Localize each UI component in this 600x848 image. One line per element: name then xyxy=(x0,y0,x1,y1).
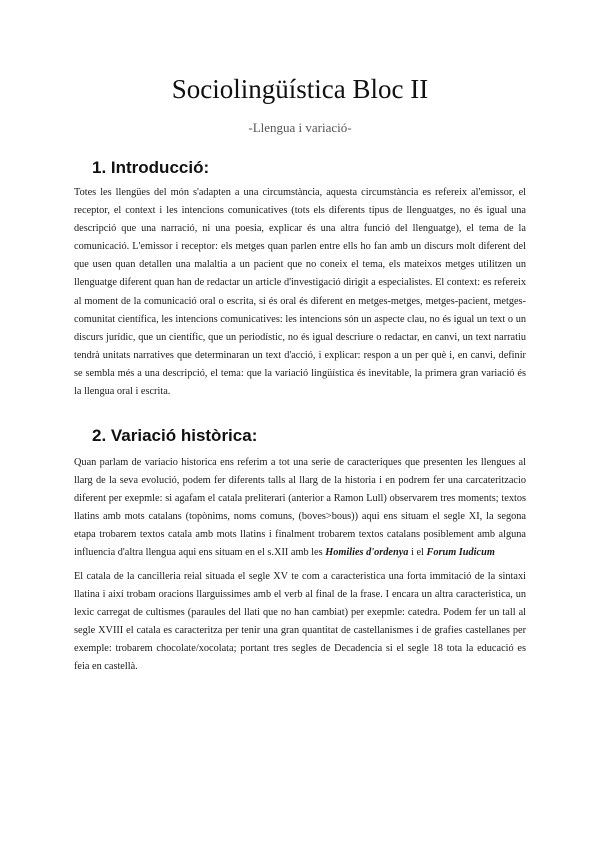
section-heading-introduction: 1. Introducció: xyxy=(92,158,210,177)
chancellery-paragraph: El catala de la cancilleria reial situada el segle XV te com a caracteristica una forta immitació de la sintaxi llatina i així trobam oracions llarguissimes amb el verb al final de la frase. I encara un altra caracteristica, un lexic carregat de cultismes (paraules del llati que no han cambiat) per exepmle: catedra. Podem fer un tall al segle XVIII el catala es caracteritza per tenir una gran quantitat de castellanismes i de grafies castellanes per exemple: trobarem chocolate/xocolata; portant tres segles de Decadencia si el segle 18 tota la educació es feia en castellà. xyxy=(74,571,526,673)
work-title-homilies: Homilies d'ordenya xyxy=(325,547,409,559)
section-heading-historical-variation: 2. Variació històrica: xyxy=(92,426,258,445)
page-title: Sociolingüística Bloc II xyxy=(171,74,429,104)
page-subtitle: -Llengua i variació- xyxy=(248,120,352,135)
introduction-paragraph: Totes les llengües del món s'adapten a una circumstància, aquesta circumstància es refereix al'emissor, el receptor, el context i les intencions comunicatives (tots els diferents tipus de llenguatges, no és igual una descripció que una narració, ni una poesia, explicar és una altra funció del llenguatge), el tema de la comunicació. L'emissor i receptor: els metges quan parlen entre ells ho fan amb un discurs molt diferent del que usen quan detallen una malaltia a un pacient que no coneix el tema, els mateixos metges utilitzen un llenguatge diferent quan han de redactar un article d'investigació dirigit a especialistes. El context: es refereix al moment de la comunicació oral o escrita, si és oral és diferent en metges-metges, metges-pacient, metges-comunitat científica, les intencions comunicatives: les intencions són un aspecte clau, no és igual un text o un discurs jurídic, que un científic, que un periodístic, no és igual descriure o redactar, en canvi, un text narratiu tendrà unitats narratives que determinaran un text d'acció, i explicar: respon a un per què i, en canvi, definir se sembla més a una descripció, el tema: que la variació lingüística és inevitable, la primera gran variació és la llengua oral i escrita. xyxy=(74,187,526,398)
historical-variation-paragraph xyxy=(74,454,526,563)
work-title-forum-iudicum: Forum Iudicum xyxy=(426,547,495,559)
historical-variation-intro-text: Quan parlam de variacio historica ens referim a tot una serie de caracteriques que presenten les llengues al llarg de la seva evolució, podem fer diferents talls al llarg de la historia i en podrem fer una carcateritzacio diferent per exepmle: si agafam el catala preliterari (anterior a Ramon Lull) observarem tres moments; textos llatins amb mots catalans (topònims, noms comuns, (boves>bous)) aqui ens situam el segle XI, la segona etapa trobarem textos catala amb mots llatins i finalment trobarem textos catalans posiblement amb alguna influencia d'altra llengua aqui ens situam en el s.XII amb les xyxy=(74,457,526,559)
connector-text: i el xyxy=(411,547,424,559)
